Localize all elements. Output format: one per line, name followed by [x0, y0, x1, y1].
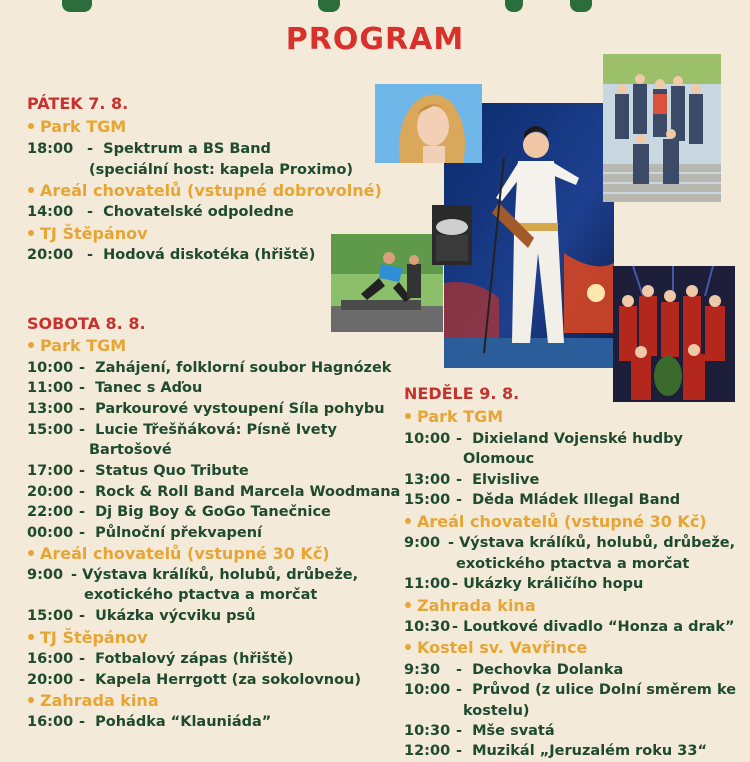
event-row: 10:00 - Průvod (z ulice Dolní směrem ke [404, 682, 737, 698]
blonde-singer-photo [375, 84, 482, 163]
event-row: 22:00 - Dj Big Boy & GoGo Tanečnice [27, 504, 331, 520]
event-row: 12:00 - Muzikál „Jeruzalém roku 33“ [404, 743, 707, 759]
parkour-photo [331, 234, 443, 332]
event-row: 15:00 - Ukázka výcviku psů [27, 608, 256, 624]
bullet-icon [28, 697, 34, 703]
event-row: 11:00 - Tanec s Aďou [27, 380, 203, 396]
event-row: 16:00 - Fotbalový zápas (hřiště) [27, 651, 294, 667]
friday-venue-tj: TJ Štěpánov [28, 224, 148, 243]
drum-kit-photo [432, 205, 472, 265]
event-row: 20:00 - Hodová diskotéka (hřiště) [27, 247, 316, 263]
event-row: 10:30 - Loutkové divadlo “Honza a drak” [404, 619, 735, 635]
bullet-icon [28, 634, 34, 640]
event-row-continuation: exotického ptactva a morčat [84, 587, 318, 603]
sunday-venue-zahrada: Zahrada kina [405, 596, 536, 615]
rock-and-roll-band-photo [613, 266, 735, 402]
event-row: 10:00 - Zahájení, folklorní soubor Hagnózek [27, 360, 392, 376]
event-row: 13:00 - Parkourové vystoupení Síla pohybu [27, 401, 385, 417]
sunday-venue-park-tgm: Park TGM [405, 407, 503, 426]
bullet-icon [28, 230, 34, 236]
event-row: 15:00 - Děda Mládek Illegal Band [404, 492, 681, 508]
event-row: 20:00 - Kapela Herrgott (za sokolovnou) [27, 672, 362, 688]
event-row: 15:00 - Lucie Třešňáková: Písně Ivety [27, 422, 337, 438]
event-row-continuation: Olomouc [463, 451, 535, 467]
program-title: PROGRAM [285, 22, 465, 57]
bullet-icon [28, 550, 34, 556]
event-row: 00:00 - Půlnoční překvapení [27, 525, 263, 541]
event-row: 17:00 - Status Quo Tribute [27, 463, 249, 479]
event-row-continuation: Bartošové [89, 442, 172, 458]
saturday-venue-zahrada: Zahrada kina [28, 691, 159, 710]
event-row-continuation: kostelu) [463, 703, 530, 719]
bullet-icon [405, 602, 411, 608]
sunday-venue-kostel: Kostel sv. Vavřince [405, 638, 587, 657]
event-row: 16:00 - Pohádka “Klauniáda” [27, 714, 272, 730]
event-row: 13:00 - Elvislive [404, 472, 540, 488]
saturday-venue-areal: Areál chovatelů (vstupné 30 Kč) [28, 544, 330, 563]
sunday-venue-areal: Areál chovatelů (vstupné 30 Kč) [405, 512, 707, 531]
bullet-icon [405, 413, 411, 419]
bullet-icon [28, 187, 34, 193]
event-row: 10:30 - Mše svatá [404, 723, 555, 739]
event-row: 18:00 - Spektrum a BS Band [27, 141, 271, 157]
top-banner-decoration [0, 0, 750, 18]
bullet-icon [28, 342, 34, 348]
friday-venue-park-tgm: Park TGM [28, 117, 126, 136]
saturday-venue-tj: TJ Štěpánov [28, 628, 148, 647]
event-row-continuation: (speciální host: kapela Proximo) [89, 162, 354, 178]
bullet-icon [28, 123, 34, 129]
event-row: 9:00 - Výstava králíků, holubů, drůbeže, [404, 535, 736, 551]
event-row: 10:00 - Dixieland Vojenské hudby [404, 431, 683, 447]
event-row-continuation: exotického ptactva a morčat [456, 556, 690, 572]
bullet-icon [405, 518, 411, 524]
event-row: 11:00 - Ukázky králičího hopu [404, 576, 644, 592]
event-row: 9:00 - Výstava králíků, holubů, drůbeže, [27, 567, 359, 583]
event-row: 9:30 - Dechovka Dolanka [404, 662, 624, 678]
saturday-venue-park-tgm: Park TGM [28, 336, 126, 355]
event-row: 20:00 - Rock & Roll Band Marcela Woodmana [27, 484, 401, 500]
friday-venue-areal: Areál chovatelů (vstupné dobrovolné) [28, 181, 382, 200]
sunday-heading: NEDĚLE 9. 8. [404, 384, 520, 403]
friday-heading: PÁTEK 7. 8. [27, 94, 129, 113]
bullet-icon [405, 644, 411, 650]
saturday-heading: SOBOTA 8. 8. [27, 314, 146, 333]
event-row: 14:00 - Chovatelské odpoledne [27, 204, 294, 220]
band-on-stairs-photo [603, 54, 721, 201]
